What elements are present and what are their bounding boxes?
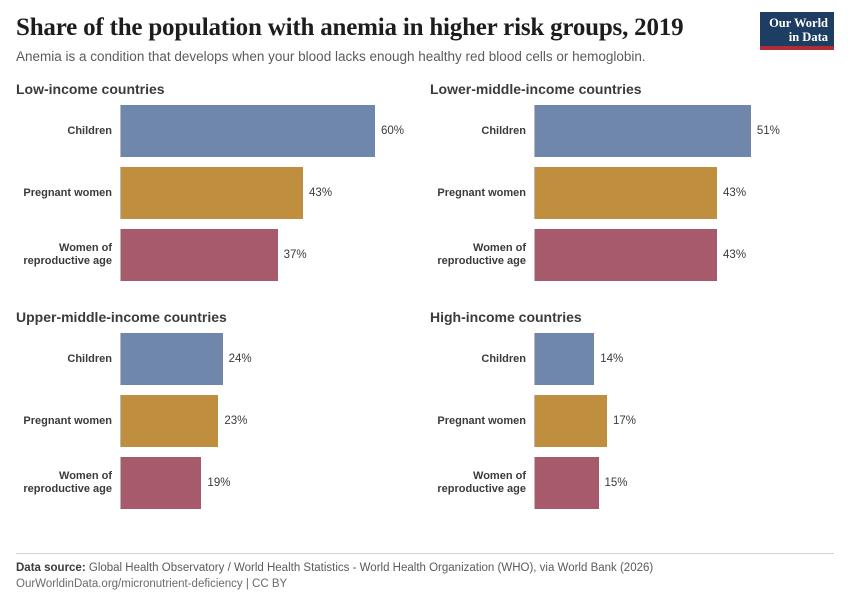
data-source-line bbox=[16, 562, 834, 574]
bar-track bbox=[120, 167, 420, 219]
bar-value: 43% bbox=[723, 187, 747, 200]
bar-value: 37% bbox=[283, 249, 307, 262]
bar-track bbox=[120, 395, 420, 447]
data-source-label: Data source: bbox=[16, 562, 86, 574]
chart-header bbox=[16, 14, 834, 65]
panel-title: Upper-middle-income countries bbox=[16, 309, 227, 326]
bar-track bbox=[534, 457, 834, 509]
panel-upper-middle-income bbox=[16, 309, 420, 531]
panel-title: Low-income countries bbox=[16, 81, 165, 98]
bar-track bbox=[534, 167, 834, 219]
bar-track bbox=[534, 229, 834, 281]
bar-row bbox=[16, 167, 420, 219]
bar-value: 60% bbox=[381, 125, 405, 138]
bar-pregnant-women[interactable] bbox=[121, 395, 218, 447]
bar-track bbox=[120, 333, 420, 385]
owid-logo[interactable] bbox=[760, 12, 834, 50]
bar-track bbox=[120, 105, 420, 157]
bar-pregnant-women[interactable] bbox=[121, 167, 303, 219]
bar-rows bbox=[16, 333, 420, 509]
panel-title: Lower-middle-income countries bbox=[430, 81, 642, 98]
bar-label: Women of reproductive age bbox=[437, 242, 526, 268]
bar-value: 43% bbox=[309, 187, 333, 200]
bar-children[interactable] bbox=[121, 333, 223, 385]
bar-value: 19% bbox=[207, 477, 231, 490]
panel-grid bbox=[16, 81, 834, 531]
license-line[interactable]: OurWorldinData.org/micronutrient-deficiency | CC BY bbox=[16, 578, 288, 590]
bar-label: Children bbox=[481, 124, 526, 137]
bar-label: Women of reproductive age bbox=[23, 242, 112, 268]
bar-label: Children bbox=[67, 352, 112, 365]
bar-value: 14% bbox=[600, 353, 624, 366]
bar-women-reproductive-age[interactable] bbox=[535, 229, 717, 281]
bar-women-reproductive-age[interactable] bbox=[535, 457, 599, 509]
bar-value: 15% bbox=[604, 477, 628, 490]
owid-logo-line2: in Data bbox=[788, 30, 828, 44]
bar-children[interactable] bbox=[535, 105, 751, 157]
bar-women-reproductive-age[interactable] bbox=[121, 229, 278, 281]
bar-label: Women of reproductive age bbox=[437, 470, 526, 496]
bar-label: Pregnant women bbox=[23, 186, 112, 199]
bar-track bbox=[534, 395, 834, 447]
bar-pregnant-women[interactable] bbox=[535, 395, 607, 447]
bar-children[interactable] bbox=[121, 105, 375, 157]
data-source-text: Global Health Observatory / World Health Statistics - World Health Organization (WHO), via World Bank (2026) bbox=[88, 562, 654, 574]
panel-title: High-income countries bbox=[430, 309, 582, 326]
page-subtitle: Anemia is a condition that develops when your blood lacks enough healthy red blood cells or hemoglobin. bbox=[16, 48, 646, 64]
bar-row bbox=[16, 105, 420, 157]
bar-children[interactable] bbox=[535, 333, 594, 385]
bar-row bbox=[430, 395, 834, 447]
owid-logo-line1: Our World bbox=[769, 16, 828, 30]
panel-lower-middle-income bbox=[430, 81, 834, 303]
bar-value: 43% bbox=[723, 249, 747, 262]
bar-label: Children bbox=[481, 352, 526, 365]
bar-rows bbox=[430, 333, 834, 509]
bar-row bbox=[16, 229, 420, 281]
panel-high-income bbox=[430, 309, 834, 531]
bar-row bbox=[16, 457, 420, 509]
bar-value: 23% bbox=[224, 415, 248, 428]
bar-value: 51% bbox=[756, 125, 780, 138]
bar-rows bbox=[430, 105, 834, 281]
chart-footer bbox=[16, 553, 834, 590]
bar-rows bbox=[16, 105, 420, 281]
bar-row bbox=[430, 333, 834, 385]
bar-row bbox=[430, 167, 834, 219]
bar-label: Pregnant women bbox=[23, 414, 112, 427]
bar-pregnant-women[interactable] bbox=[535, 167, 717, 219]
bar-value: 17% bbox=[612, 415, 636, 428]
bar-value: 24% bbox=[228, 353, 252, 366]
bar-row bbox=[430, 229, 834, 281]
bar-row bbox=[16, 333, 420, 385]
bar-row bbox=[430, 457, 834, 509]
bar-row bbox=[430, 105, 834, 157]
bar-label: Pregnant women bbox=[437, 186, 526, 199]
bar-label: Children bbox=[67, 124, 112, 137]
bar-track bbox=[534, 333, 834, 385]
bar-track bbox=[534, 105, 834, 157]
bar-track bbox=[120, 229, 420, 281]
page-title: Share of the population with anemia in higher risk groups, 2019 bbox=[16, 14, 684, 41]
bar-track bbox=[120, 457, 420, 509]
bar-women-reproductive-age[interactable] bbox=[121, 457, 201, 509]
bar-row bbox=[16, 395, 420, 447]
panel-low-income bbox=[16, 81, 420, 303]
bar-label: Women of reproductive age bbox=[23, 470, 112, 496]
bar-label: Pregnant women bbox=[437, 414, 526, 427]
